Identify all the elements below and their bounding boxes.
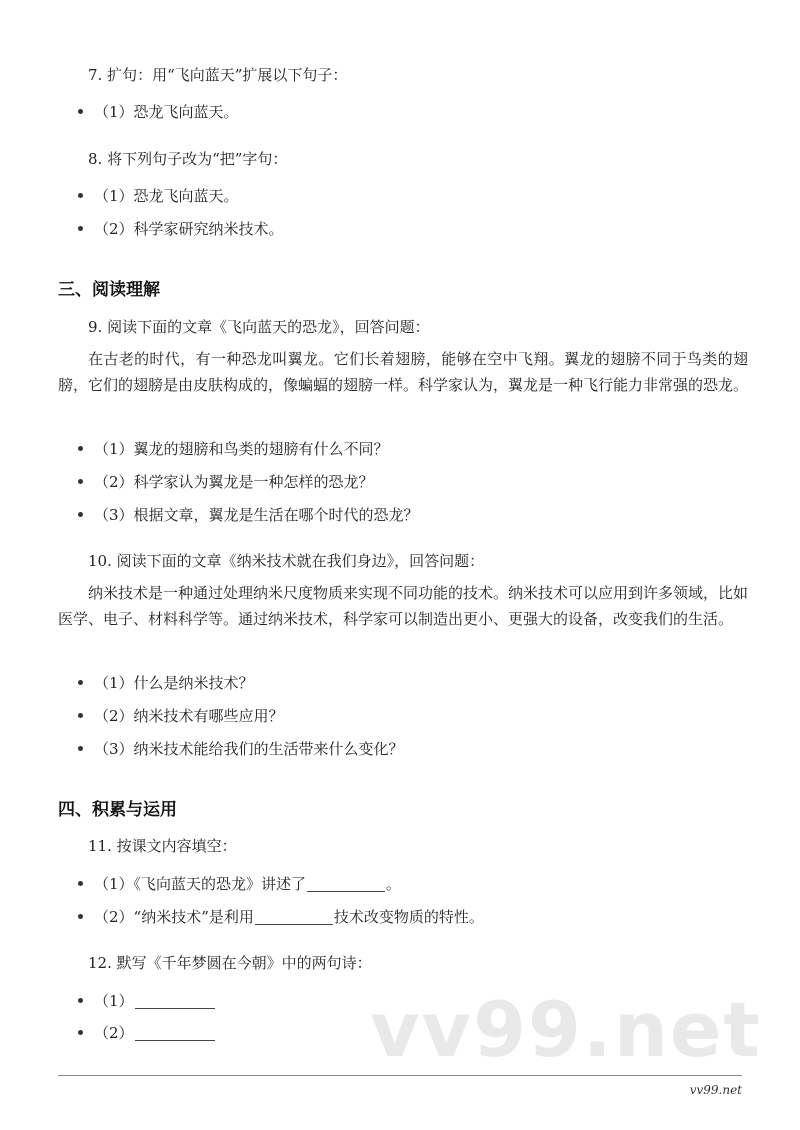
q12-item-2-label: （2）: [94, 1024, 134, 1042]
bullet-icon: [78, 193, 83, 198]
q11-item-1-before: （1）《飞向蓝天的恐龙》讲述了: [94, 875, 307, 893]
q9-item-3: [78, 504, 419, 525]
q9-passage: 在古老的时代，有一种恐龙叫翼龙。它们长着翅膀，能够在空中飞翔。翼龙的翅膀不同于鸟类的翅膀，它们的翅膀是由皮肤构成的，像蝙蝠的翅膀一样。科学家认为，翼龙是一种飞行能力非常强的恐龙。: [58, 350, 749, 394]
fill-blank[interactable]: [135, 1025, 215, 1041]
bullet-icon: [78, 680, 83, 685]
bullet-icon: [78, 881, 83, 886]
q11-item-2-after: 技术改变物质的特性。: [333, 908, 484, 926]
question-9: 9. 阅读下面的文章《飞向蓝天的恐龙》，回答问题：: [88, 318, 430, 336]
section-3-heading: 三、阅读理解: [58, 280, 160, 300]
q8-item-1: [78, 185, 239, 206]
q11-item-1-after: 。: [386, 875, 402, 893]
q11-item-2: [78, 906, 484, 927]
bullet-icon: [78, 746, 83, 751]
question-11: 11. 按课文内容填空：: [88, 837, 237, 855]
q8-item-1-text: （1）恐龙飞向蓝天。: [94, 187, 239, 205]
q10-item-2-text: （2）纳米技术有哪些应用？: [94, 707, 284, 725]
q10-item-1-text: （1）什么是纳米技术？: [94, 674, 254, 692]
q8-item-2: [78, 218, 284, 239]
bullet-icon: [78, 1030, 83, 1035]
q11-item-1: [78, 873, 401, 894]
bullet-icon: [78, 512, 83, 517]
bullet-icon: [78, 914, 83, 919]
fill-blank[interactable]: [135, 993, 215, 1009]
q10-item-3: [78, 738, 404, 759]
q12-item-1: [78, 990, 216, 1011]
q9-item-2: [78, 471, 374, 492]
q9-item-3-text: （3）根据文章，翼龙是生活在哪个时代的恐龙？: [94, 506, 419, 524]
section-4-heading: 四、积累与运用: [58, 800, 177, 820]
bullet-icon: [78, 479, 83, 484]
q12-item-1-label: （1）: [94, 992, 134, 1010]
bullet-icon: [78, 446, 83, 451]
bullet-icon: [78, 226, 83, 231]
bullet-icon: [78, 713, 83, 718]
bullet-icon: [78, 998, 83, 1003]
q11-item-2-before: （2）“纳米技术”是利用: [94, 908, 254, 926]
bullet-icon: [78, 109, 83, 114]
q7-item-1: [78, 101, 239, 122]
question-8: 8. 将下列句子改为“把”字句：: [88, 150, 288, 168]
q9-item-1: [78, 438, 389, 459]
q10-item-1: [78, 672, 254, 693]
q9-item-2-text: （2）科学家认为翼龙是一种怎样的恐龙？: [94, 473, 374, 491]
question-10: 10. 阅读下面的文章《纳米技术就在我们身边》，回答问题：: [88, 552, 485, 570]
footer-divider: [58, 1075, 742, 1076]
q12-item-2: [78, 1022, 216, 1043]
q9-item-1-text: （1）翼龙的翅膀和鸟类的翅膀有什么不同？: [94, 440, 389, 458]
watermark: vv99.net: [370, 985, 762, 1074]
q7-item-1-text: （1）恐龙飞向蓝天。: [94, 103, 239, 121]
footer-site-label: vv99.net: [689, 1083, 742, 1097]
question-7: 7. 扩句：用“飞向蓝天”扩展以下句子：: [88, 66, 348, 84]
q10-passage: 纳米技术是一种通过处理纳米尺度物质来实现不同功能的技术。纳米技术可以应用到许多领域，比如医学、电子、材料科学等。通过纳米技术，科学家可以制造出更小、更强大的设备，改变我们的生活。: [58, 584, 749, 628]
q8-item-2-text: （2）科学家研究纳米技术。: [94, 220, 284, 238]
q10-item-3-text: （3）纳米技术能给我们的生活带来什么变化？: [94, 740, 404, 758]
q10-item-2: [78, 705, 284, 726]
fill-blank[interactable]: [307, 876, 385, 892]
question-12: 12. 默写《千年梦圆在今朝》中的两句诗：: [88, 954, 372, 972]
fill-blank[interactable]: [255, 909, 333, 925]
